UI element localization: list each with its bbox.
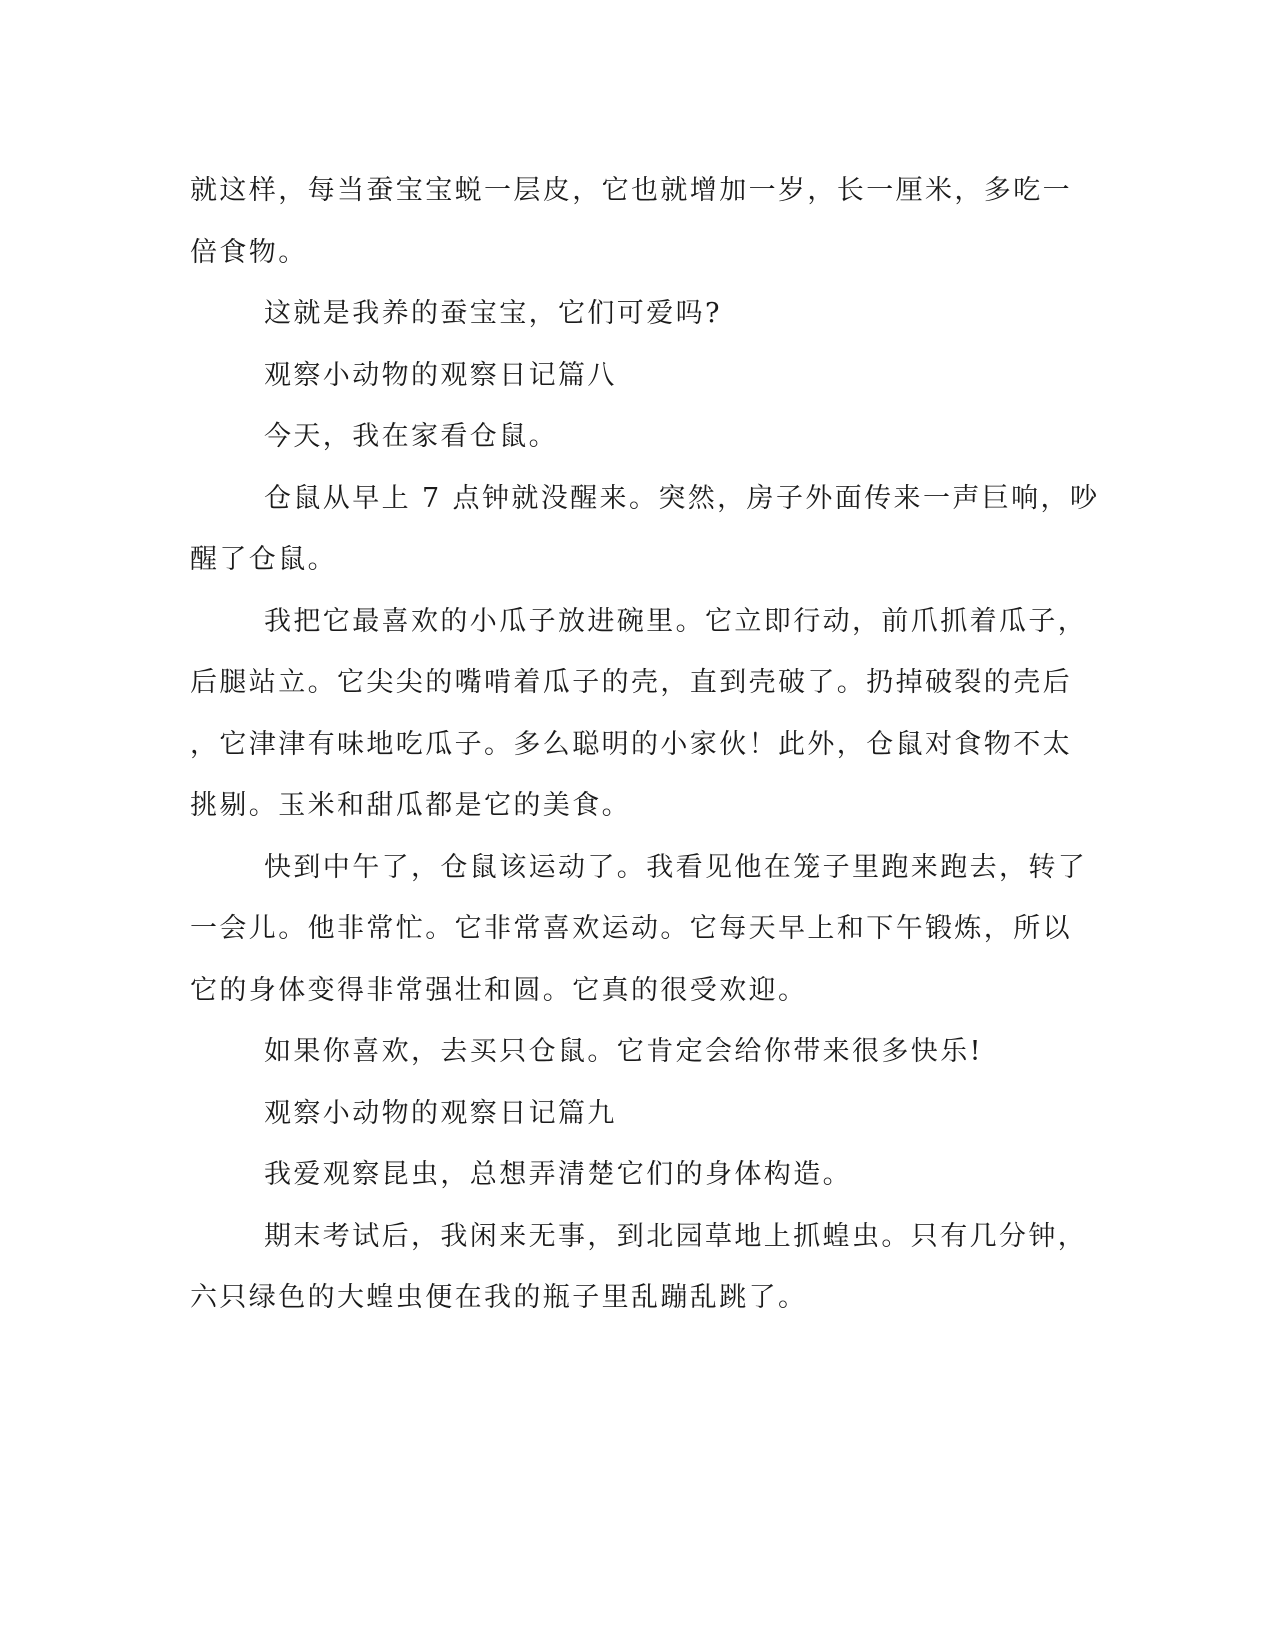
text-line: 后腿站立。它尖尖的嘴啃着瓜子的壳，直到壳破了。扔掉破裂的壳后 [190, 667, 1072, 698]
paragraph [190, 591, 1088, 837]
section-heading-text: 观察小动物的观察日记篇九 [264, 1097, 617, 1129]
text-line: 它的身体变得非常强壮和圆。它真的很受欢迎。 [190, 974, 808, 1006]
paragraph [190, 1144, 1080, 1206]
text-line: 期末考试后，我闲来无事，到北园草地上抓蝗虫。只有几分钟， [264, 1220, 1088, 1252]
section-heading [190, 1083, 1080, 1145]
text-line: 如果你喜欢，去买只仓鼠。它肯定会给你带来很多快乐! [264, 1036, 983, 1067]
text-line: 一会儿。他非常忙。它非常喜欢运动。它每天早上和下午锻炼，所以 [190, 913, 1072, 944]
paragraph [190, 1206, 1088, 1329]
paragraph [190, 1021, 1080, 1083]
text-line: 我把它最喜欢的小瓜子放进碗里。它立即行动，前爪抓着瓜子， [264, 605, 1088, 637]
text-line: 六只绿色的大蝗虫便在我的瓶子里乱蹦乱跳了。 [190, 1282, 808, 1313]
document-body [190, 160, 1100, 1329]
text-line: 醒了仓鼠。 [190, 544, 337, 575]
text-line: 倍食物。 [190, 236, 308, 268]
paragraph [190, 283, 1080, 345]
text-line: 就这样，每当蚕宝宝蜕一层皮，它也就增加一岁，长一厘米，多吃一 [190, 175, 1072, 206]
paragraph [190, 160, 1080, 283]
text-line: 挑剔。玉米和甜瓜都是它的美食。 [190, 790, 631, 821]
paragraph [190, 837, 1088, 1022]
section-heading [190, 345, 1080, 407]
section-heading-text: 观察小动物的观察日记篇八 [264, 359, 617, 391]
text-line: 今天，我在家看仓鼠。 [264, 421, 558, 452]
text-line: ，它津津有味地吃瓜子。多么聪明的小家伙！此外，仓鼠对食物不太 [190, 728, 1072, 760]
text-line: 这就是我养的蚕宝宝，它们可爱吗? [264, 298, 722, 329]
text-line: 我爱观察昆虫，总想弄清楚它们的身体构造。 [264, 1159, 852, 1190]
paragraph [190, 468, 1100, 591]
text-line: 快到中午了，仓鼠该运动了。我看见他在笼子里跑来跑去，转了 [264, 851, 1088, 883]
paragraph [190, 406, 1080, 468]
text-line: 仓鼠从早上 7 点钟就没醒来。突然，房子外面传来一声巨响，吵 [264, 482, 1100, 514]
